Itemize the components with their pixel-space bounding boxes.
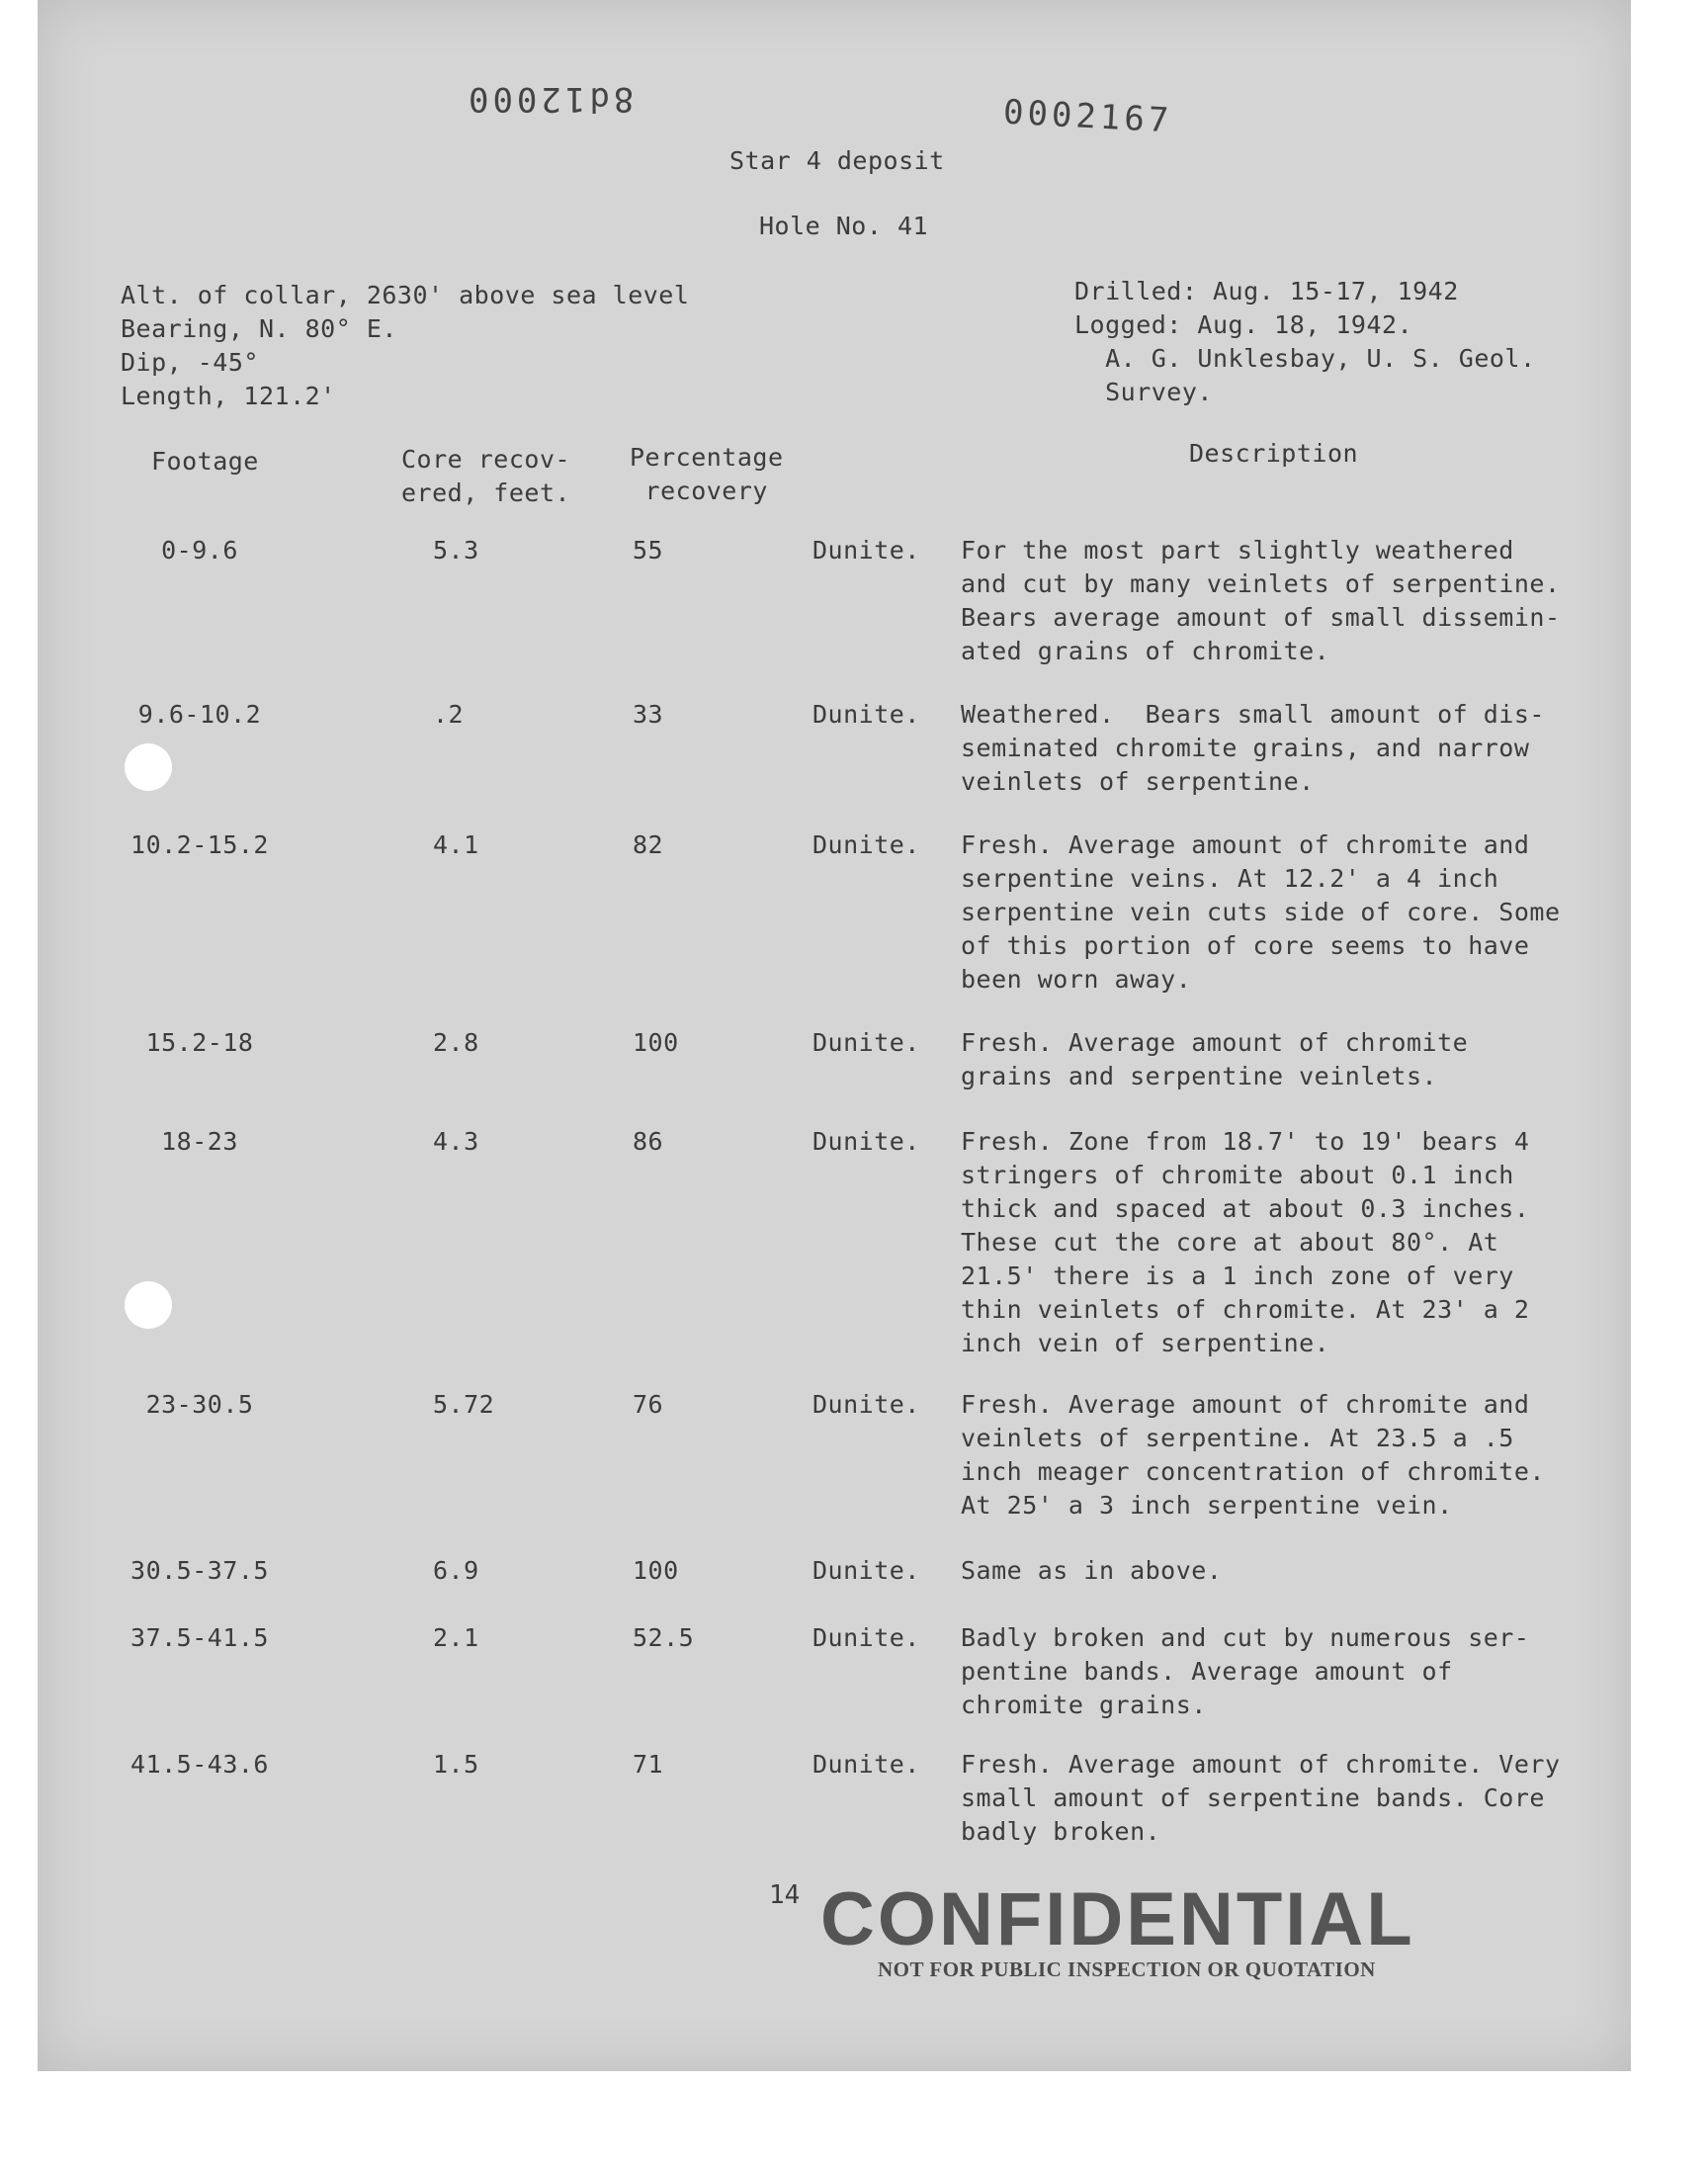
page-number: 14 xyxy=(769,1880,801,1910)
row-percentage: 76 xyxy=(633,1390,664,1419)
stamp-number-left: 8d12000 xyxy=(465,79,635,119)
info-line: Bearing, N. 80° E. xyxy=(121,314,397,343)
row-core-recovered: 2.8 xyxy=(433,1028,479,1057)
row-description: Fresh. Average amount of chromite grains and serpentine veinlets. xyxy=(961,1028,1469,1090)
row-rock-type: Dunite. xyxy=(812,1028,920,1057)
row-rock-type: Dunite. xyxy=(812,536,920,565)
row-rock-type: Dunite. xyxy=(812,1390,920,1419)
row-footage: 0-9.6 xyxy=(161,536,238,565)
row-footage: 15.2-18 xyxy=(145,1028,254,1057)
row-rock-type: Dunite. xyxy=(812,1556,920,1585)
info-line: Length, 121.2' xyxy=(121,382,336,410)
row-core-recovered: 4.1 xyxy=(433,830,479,859)
row-description: Fresh. Average amount of chromite and veinlets of serpentine. At 23.5 a .5 inch meager concentration of chromite. At 25' a 3 inch serpentine vein. xyxy=(961,1390,1545,1520)
row-rock-type: Dunite. xyxy=(812,1623,920,1652)
row-description: For the most part slightly weathered and cut by many veinlets of serpentine. Bears average amount of small dissemin- ated grains of chromite. xyxy=(961,536,1561,665)
row-core-recovered: .2 xyxy=(433,700,465,729)
header-description: Description xyxy=(1189,439,1359,468)
row-description: Fresh. Average amount of chromite and serpentine veins. At 12.2' a 4 inch serpentine vein cuts side of core. Some of this portion of core seems to have been worn away. xyxy=(961,830,1561,994)
row-rock-type: Dunite. xyxy=(812,830,920,859)
row-footage: 18-23 xyxy=(161,1127,238,1156)
row-core-recovered: 1.5 xyxy=(433,1750,479,1779)
row-core-recovered: 4.3 xyxy=(433,1127,479,1156)
info-line: Drilled: Aug. 15-17, 1942 xyxy=(1074,277,1459,305)
row-percentage: 100 xyxy=(633,1028,679,1057)
row-core-recovered: 2.1 xyxy=(433,1623,479,1652)
row-rock-type: Dunite. xyxy=(812,1127,920,1156)
confidential-stamp: CONFIDENTIAL xyxy=(820,1877,1415,1961)
header-footage: Footage xyxy=(151,447,259,476)
row-description: Fresh. Zone from 18.7' to 19' bears 4 stringers of chromite about 0.1 inch thick and spaced at about 0.3 inches. These cut the core at about 80°. At 21.5' there is a 1 inch zone of very thin veinlets of chromite. At 23' a 2 inch vein of serpentine. xyxy=(961,1127,1530,1357)
info-line: Survey. xyxy=(1074,378,1213,406)
row-percentage: 55 xyxy=(633,536,664,565)
row-percentage: 100 xyxy=(633,1556,679,1585)
header-core-recovered: Core recov- ered, feet. xyxy=(401,445,571,507)
row-footage: 23-30.5 xyxy=(145,1390,254,1419)
row-footage: 9.6-10.2 xyxy=(137,700,262,729)
stamp-number-right: 0002167 xyxy=(1002,92,1174,141)
punch-hole xyxy=(125,1281,172,1329)
hole-number: Hole No. 41 xyxy=(759,212,929,240)
row-description: Weathered. Bears small amount of dis- seminated chromite grains, and narrow veinlets of serpentine. xyxy=(961,700,1545,796)
row-percentage: 86 xyxy=(633,1127,664,1156)
row-footage: 37.5-41.5 xyxy=(130,1623,269,1652)
row-percentage: 33 xyxy=(633,700,664,729)
row-rock-type: Dunite. xyxy=(812,700,920,729)
row-rock-type: Dunite. xyxy=(812,1750,920,1779)
info-line: Logged: Aug. 18, 1942. xyxy=(1074,310,1413,339)
row-description: Fresh. Average amount of chromite. Very small amount of serpentine bands. Core badly broken. xyxy=(961,1750,1561,1846)
row-percentage: 52.5 xyxy=(633,1623,695,1652)
row-description: Badly broken and cut by numerous ser- pentine bands. Average amount of chromite grains. xyxy=(961,1623,1530,1719)
header-percentage: Percentage recovery xyxy=(630,443,784,505)
info-line: Alt. of collar, 2630' above sea level xyxy=(121,281,690,309)
info-line: A. G. Unklesbay, U. S. Geol. xyxy=(1074,344,1536,373)
document-title: Star 4 deposit xyxy=(729,146,945,175)
row-footage: 41.5-43.6 xyxy=(130,1750,269,1779)
row-core-recovered: 5.72 xyxy=(433,1390,495,1419)
row-core-recovered: 6.9 xyxy=(433,1556,479,1585)
row-footage: 10.2-15.2 xyxy=(130,830,269,859)
row-description: Same as in above. xyxy=(961,1556,1223,1585)
row-core-recovered: 5.3 xyxy=(433,536,479,565)
info-line: Dip, -45° xyxy=(121,348,259,377)
row-footage: 30.5-37.5 xyxy=(130,1556,269,1585)
confidential-notice: NOT FOR PUBLIC INSPECTION OR QUOTATION xyxy=(878,1958,1376,1981)
row-percentage: 71 xyxy=(633,1750,664,1779)
row-percentage: 82 xyxy=(633,830,664,859)
punch-hole xyxy=(125,743,172,791)
